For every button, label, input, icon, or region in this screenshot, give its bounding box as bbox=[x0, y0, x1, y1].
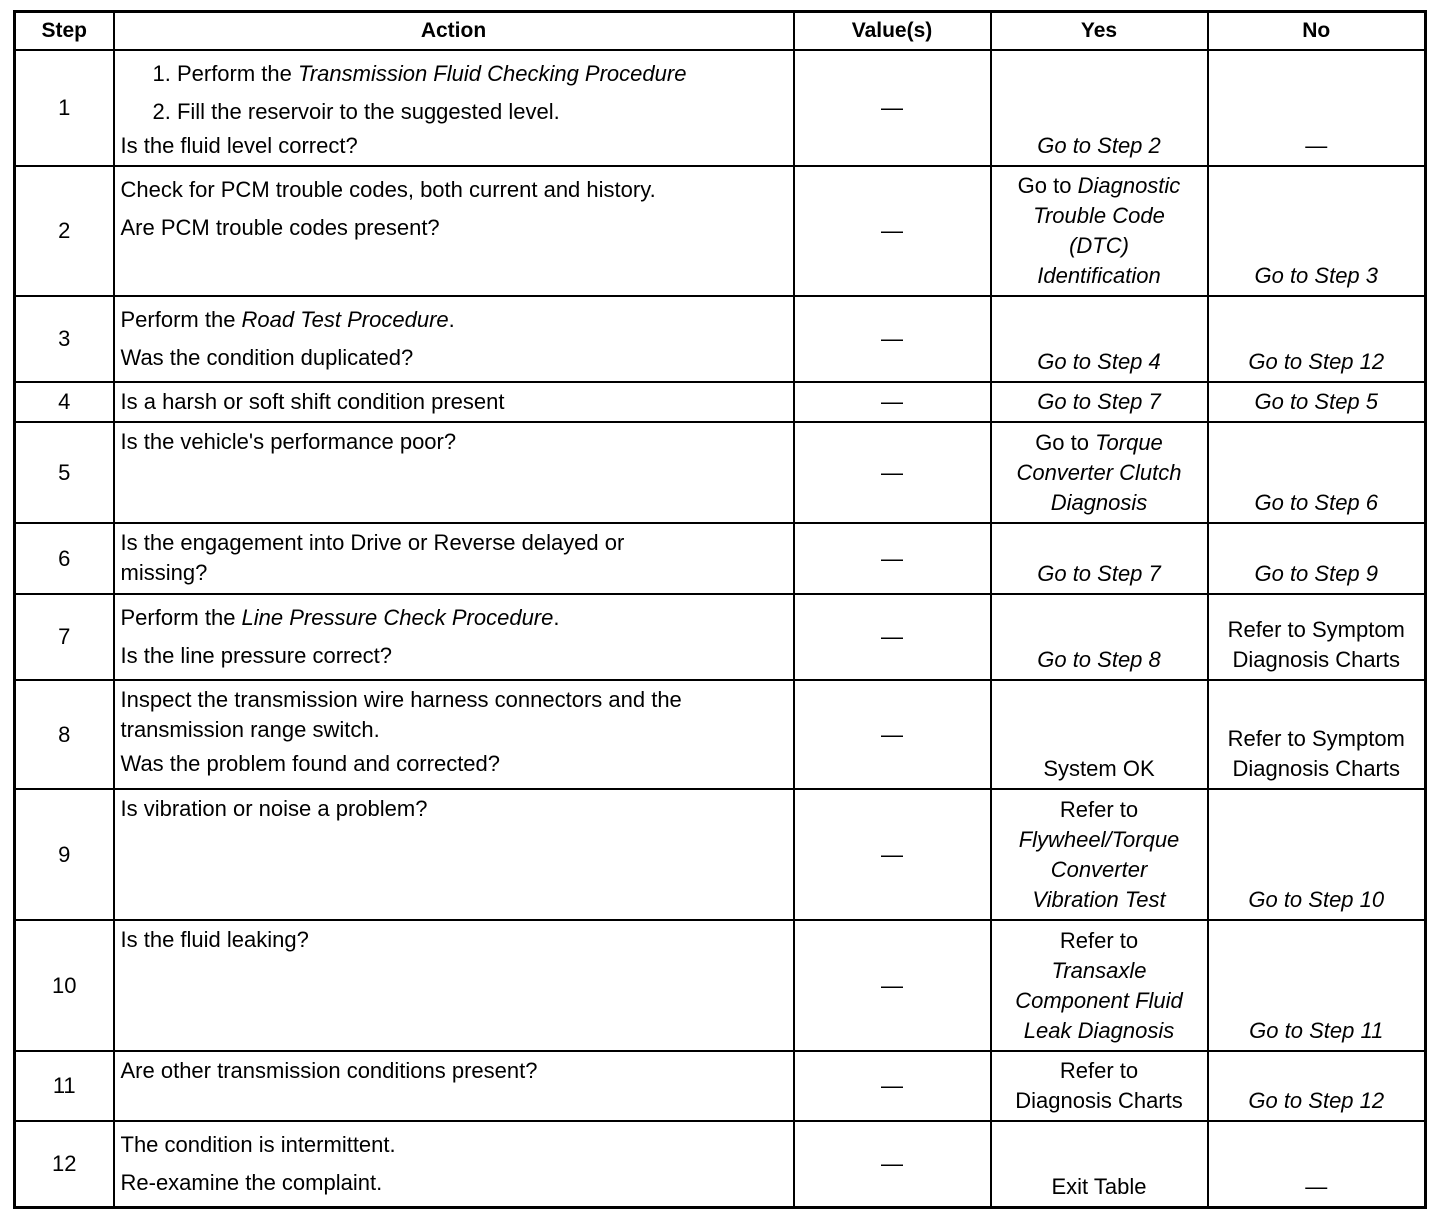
action-cell bbox=[114, 789, 794, 920]
value-cell: — bbox=[794, 523, 991, 594]
no-cell bbox=[1208, 422, 1426, 523]
header-step: Step bbox=[15, 12, 114, 51]
action-question: Was the problem found and corrected? bbox=[120, 751, 501, 776]
yes-cell bbox=[991, 382, 1208, 422]
action-line: transmission range switch. bbox=[120, 717, 380, 742]
yes-cell bbox=[991, 1051, 1208, 1121]
value-cell: — bbox=[794, 382, 991, 422]
action-text-prefix: 1. Perform the bbox=[152, 61, 299, 86]
yes-line: Identification bbox=[1037, 263, 1161, 288]
action-question: Are other transmission conditions present? bbox=[120, 1058, 538, 1083]
no-line: Refer to Symptom bbox=[1227, 617, 1405, 642]
no-cell bbox=[1208, 296, 1426, 382]
no-cell bbox=[1208, 1121, 1426, 1208]
action-question: Is a harsh or soft shift condition present bbox=[120, 389, 505, 414]
action-line: missing? bbox=[120, 560, 208, 585]
no-line: Go to Step 3 bbox=[1254, 263, 1379, 288]
value-cell: — bbox=[794, 1051, 991, 1121]
action-question: Was the condition duplicated? bbox=[120, 345, 414, 370]
yes-line: Trouble Code bbox=[1033, 203, 1165, 228]
procedure-link-text: Road Test Procedure bbox=[241, 307, 449, 332]
yes-line: Go to Step 7 bbox=[1037, 389, 1161, 414]
no-cell bbox=[1208, 680, 1426, 789]
value-cell: — bbox=[794, 594, 991, 680]
action-cell bbox=[114, 523, 794, 594]
yes-cell bbox=[991, 920, 1208, 1051]
step-number: 1 bbox=[15, 50, 114, 166]
value-cell: — bbox=[794, 296, 991, 382]
action-cell bbox=[114, 594, 794, 680]
step-number: 11 bbox=[15, 1051, 114, 1121]
table-row bbox=[15, 1051, 1426, 1121]
yes-line: Exit Table bbox=[1051, 1174, 1147, 1199]
action-question: Is vibration or noise a problem? bbox=[120, 796, 428, 821]
yes-line bbox=[992, 171, 1207, 201]
no-line: Go to Step 5 bbox=[1254, 389, 1379, 414]
no-line: Go to Step 11 bbox=[1249, 1018, 1384, 1043]
yes-line: Refer to bbox=[1059, 928, 1139, 953]
yes-cell bbox=[991, 166, 1208, 296]
action-cell bbox=[114, 422, 794, 523]
action-cell bbox=[114, 296, 794, 382]
yes-cell bbox=[991, 594, 1208, 680]
no-line: Go to Step 6 bbox=[1254, 490, 1379, 515]
table-row bbox=[15, 50, 1426, 166]
header-no: No bbox=[1208, 12, 1426, 51]
no-line: Go to Step 9 bbox=[1254, 561, 1379, 586]
yes-line-italic: Diagnostic bbox=[1077, 173, 1181, 198]
no-cell bbox=[1208, 382, 1426, 422]
value-cell: — bbox=[794, 680, 991, 789]
no-cell bbox=[1208, 50, 1426, 166]
no-cell bbox=[1208, 789, 1426, 920]
yes-cell bbox=[991, 1121, 1208, 1208]
no-line: — bbox=[1305, 1174, 1328, 1199]
no-cell bbox=[1208, 594, 1426, 680]
action-cell bbox=[114, 166, 794, 296]
no-line: — bbox=[1305, 133, 1328, 158]
no-cell bbox=[1208, 166, 1426, 296]
no-cell bbox=[1208, 920, 1426, 1051]
action-text-prefix: Perform the bbox=[120, 605, 242, 630]
no-line: Go to Step 12 bbox=[1248, 1088, 1385, 1113]
yes-line: (DTC) bbox=[1069, 233, 1129, 258]
no-line: Diagnosis Charts bbox=[1232, 756, 1400, 781]
table-row bbox=[15, 594, 1426, 680]
header-values: Value(s) bbox=[794, 12, 991, 51]
yes-line-prefix: Go to bbox=[1035, 430, 1096, 455]
value-cell: — bbox=[794, 422, 991, 523]
yes-line: Converter Clutch bbox=[1016, 460, 1182, 485]
procedure-link-text: Line Pressure Check Procedure bbox=[241, 605, 554, 630]
action-line: Re-examine the complaint. bbox=[120, 1170, 383, 1195]
yes-cell bbox=[991, 422, 1208, 523]
yes-cell bbox=[991, 680, 1208, 789]
action-cell bbox=[114, 50, 794, 166]
yes-cell bbox=[991, 296, 1208, 382]
yes-cell bbox=[991, 50, 1208, 166]
table-header-row bbox=[15, 12, 1426, 51]
action-line: The condition is intermittent. bbox=[120, 1132, 396, 1157]
yes-line: Go to Step 2 bbox=[1037, 133, 1161, 158]
no-line: Go to Step 10 bbox=[1248, 887, 1385, 912]
diagnostic-table bbox=[13, 10, 1427, 1209]
yes-line: Refer to bbox=[1059, 1058, 1139, 1083]
step-number: 2 bbox=[15, 166, 114, 296]
action-line: Perform the Road Test Procedure. bbox=[120, 307, 455, 332]
yes-line: System OK bbox=[1043, 756, 1155, 781]
action-line bbox=[121, 55, 787, 93]
yes-line bbox=[992, 428, 1207, 458]
yes-cell bbox=[991, 523, 1208, 594]
yes-line: Transaxle bbox=[1051, 958, 1147, 983]
yes-line: Diagnosis bbox=[1050, 490, 1148, 515]
action-question: Is the line pressure correct? bbox=[120, 643, 392, 668]
step-number: 8 bbox=[15, 680, 114, 789]
value-cell: — bbox=[794, 1121, 991, 1208]
yes-line: Converter bbox=[1050, 857, 1148, 882]
action-line: Perform the Line Pressure Check Procedure. bbox=[120, 605, 560, 630]
step-number: 6 bbox=[15, 523, 114, 594]
yes-line-prefix: Go to bbox=[1017, 173, 1078, 198]
step-number: 10 bbox=[15, 920, 114, 1051]
value-cell: — bbox=[794, 920, 991, 1051]
action-line: Inspect the transmission wire harness connectors and the bbox=[120, 687, 682, 712]
yes-line: Vibration Test bbox=[1032, 887, 1166, 912]
action-cell bbox=[114, 680, 794, 789]
table-row bbox=[15, 680, 1426, 789]
yes-line: Diagnosis Charts bbox=[1015, 1088, 1183, 1113]
no-line: Go to Step 12 bbox=[1248, 349, 1385, 374]
action-text-prefix: Perform the bbox=[120, 307, 242, 332]
table-row bbox=[15, 789, 1426, 920]
table-row bbox=[15, 296, 1426, 382]
action-question: Is the vehicle's performance poor? bbox=[120, 429, 457, 454]
yes-line: Go to Step 8 bbox=[1037, 647, 1161, 672]
action-question: Is the fluid leaking? bbox=[120, 927, 309, 952]
yes-line: Go to Step 7 bbox=[1037, 561, 1161, 586]
procedure-link-text: Transmission Fluid Checking Procedure bbox=[298, 61, 687, 86]
table-row bbox=[15, 920, 1426, 1051]
step-number: 3 bbox=[15, 296, 114, 382]
yes-line: Refer to bbox=[1059, 797, 1139, 822]
action-line: Check for PCM trouble codes, both current and history. bbox=[120, 177, 656, 202]
step-number: 5 bbox=[15, 422, 114, 523]
action-cell bbox=[114, 1051, 794, 1121]
action-line: Is the engagement into Drive or Reverse delayed or bbox=[120, 530, 625, 555]
no-line: Refer to Symptom bbox=[1227, 726, 1405, 751]
value-cell: — bbox=[794, 789, 991, 920]
step-number: 4 bbox=[15, 382, 114, 422]
no-cell bbox=[1208, 523, 1426, 594]
no-cell bbox=[1208, 1051, 1426, 1121]
action-question: Are PCM trouble codes present? bbox=[120, 215, 440, 240]
yes-cell bbox=[991, 789, 1208, 920]
step-number: 7 bbox=[15, 594, 114, 680]
action-cell bbox=[114, 920, 794, 1051]
yes-line-italic: Torque bbox=[1095, 430, 1163, 455]
yes-line: Component Fluid bbox=[1015, 988, 1183, 1013]
table-row bbox=[15, 1121, 1426, 1208]
action-line: 2. Fill the reservoir to the suggested level. bbox=[152, 99, 560, 124]
yes-line: Leak Diagnosis bbox=[1023, 1018, 1175, 1043]
action-cell bbox=[114, 382, 794, 422]
value-cell: — bbox=[794, 166, 991, 296]
yes-line: Flywheel/Torque bbox=[1018, 827, 1180, 852]
table-row bbox=[15, 382, 1426, 422]
action-question: Is the fluid level correct? bbox=[120, 133, 358, 158]
table-row bbox=[15, 422, 1426, 523]
action-cell bbox=[114, 1121, 794, 1208]
header-action: Action bbox=[114, 12, 794, 51]
header-yes: Yes bbox=[991, 12, 1208, 51]
value-cell: — bbox=[794, 50, 991, 166]
yes-line: Go to Step 4 bbox=[1037, 349, 1161, 374]
no-line: Diagnosis Charts bbox=[1232, 647, 1400, 672]
step-number: 12 bbox=[15, 1121, 114, 1208]
table-row bbox=[15, 166, 1426, 296]
table-row bbox=[15, 523, 1426, 594]
step-number: 9 bbox=[15, 789, 114, 920]
